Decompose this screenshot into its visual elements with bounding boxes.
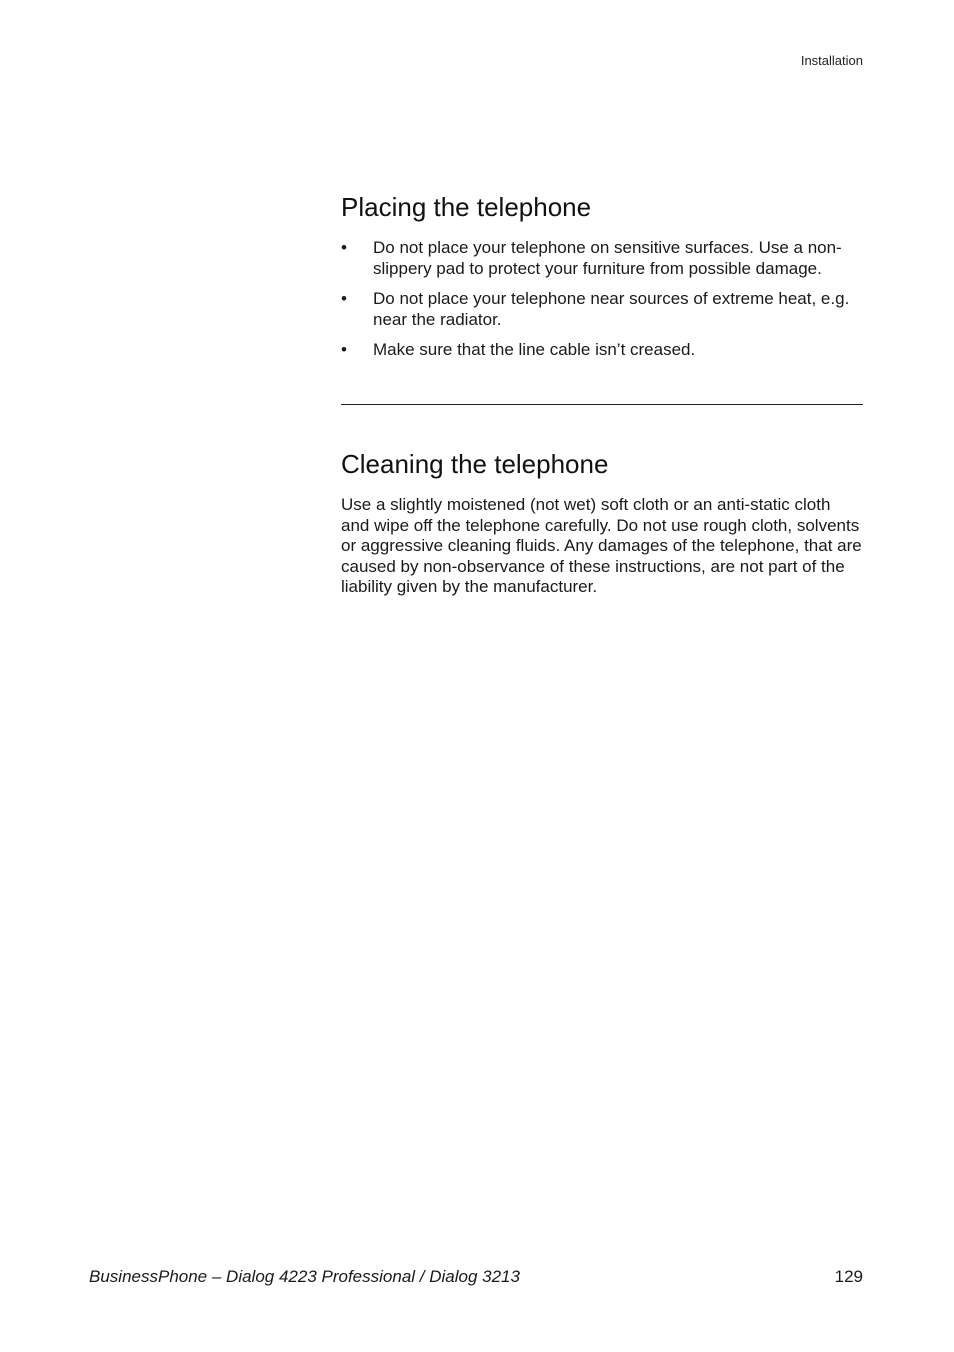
section-title: Cleaning the telephone [341, 449, 609, 479]
section-divider [341, 404, 863, 405]
bullet-item [341, 238, 863, 279]
bullet-item [341, 340, 863, 361]
section-cleaning-the-telephone [341, 447, 863, 598]
body-paragraph: Use a slightly moistened (not wet) soft cloth or an anti-static cloth and wipe off the telephone carefully. Do not use rough cloth, solvents or aggressive cleaning fluids. Any damages of the telephone, that are caused by non-observance of these instructions, are not part of the liability given by the manufacturer. [341, 495, 862, 596]
bullet-text: Do not place your telephone on sensitive surfaces. Use a non-slippery pad to protect your furniture from possible damage. [373, 238, 842, 278]
bullet-list [341, 238, 863, 361]
bullet-text: Make sure that the line cable isn’t creased. [373, 340, 696, 359]
bullet-marker: • [341, 289, 347, 308]
running-header: Installation [800, 53, 863, 68]
bullet-marker: • [341, 340, 347, 359]
document-title: BusinessPhone – Dialog 4223 Professional / Dialog 3213 [89, 1267, 520, 1286]
section-title: Placing the telephone [341, 192, 592, 222]
bullet-marker: • [341, 238, 347, 257]
page-number: 129 [834, 1267, 863, 1286]
bullet-text: Do not place your telephone near sources of extreme heat, e.g. near the radiator. [373, 289, 850, 329]
bullet-item [341, 289, 863, 330]
page-footer [89, 1266, 863, 1288]
section-placing-the-telephone [341, 190, 863, 371]
